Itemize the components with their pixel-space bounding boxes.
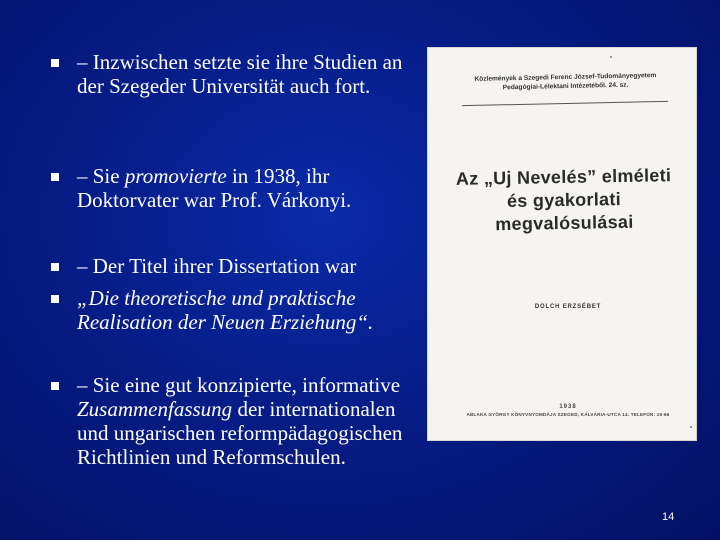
cover-author: DOLCH ERZSÉBET [534,304,602,310]
bullet-1-text: – Inzwischen setzte sie ihre Studien an der Szegeder Universität auch fort. [77,50,403,98]
bullet-text-3 [77,254,422,278]
cover-header-rule [462,101,668,106]
dissertation-cover-image [428,48,696,440]
bullet-marker [51,173,59,181]
bullet-5-italic: Zusammenfassung [77,397,233,421]
bullet-marker [51,382,59,390]
cover-year: 1938 [559,404,577,410]
cover-header: Közlemények a Szegedi Ferenc József-Tudományegyetem Pedagógiai-Lélektani Intézetéből. 24. sz. [474,72,657,91]
cover-publisher: ABLAKA GYÖRGY KÖNYVNYOMDÁJA SZEGED, KÁLVÁRIA-UTCA 14. TELEFON: 15-66 [466,412,670,417]
bullet-2-italic: promovierte [124,164,227,188]
dissertation-title: „Die theoretische und praktische Realisation der Neuen Erziehung“. [77,286,374,334]
cover-title: Az „Uj Nevelés” elméleti és gyakorlati megvalósulásai [455,165,672,235]
bullet-5-text-after: der internationalen und ungarischen reformpädagogischen Richtlinien und Reformschulen. [77,397,403,469]
slide-number: 14 [662,511,675,523]
bullet-marker [51,263,59,271]
speck [610,56,612,58]
bullet-5-text-before: – Sie eine gut konzipierte, informative [77,373,401,397]
speck [690,426,692,428]
bullet-marker [51,59,59,67]
bullet-text-5 [77,373,422,469]
bullet-2-text-after: in 1938, ihr Doktorvater war Prof. Várkonyi. [77,164,352,212]
bullet-text-1 [77,50,422,98]
bullet-2-text-before: – Sie [77,164,125,188]
bullet-text-2 [77,164,422,212]
bullet-text-4 [77,286,422,334]
bullet-3-text: – Der Titel ihrer Dissertation war [77,254,357,278]
bullet-marker [51,295,59,303]
